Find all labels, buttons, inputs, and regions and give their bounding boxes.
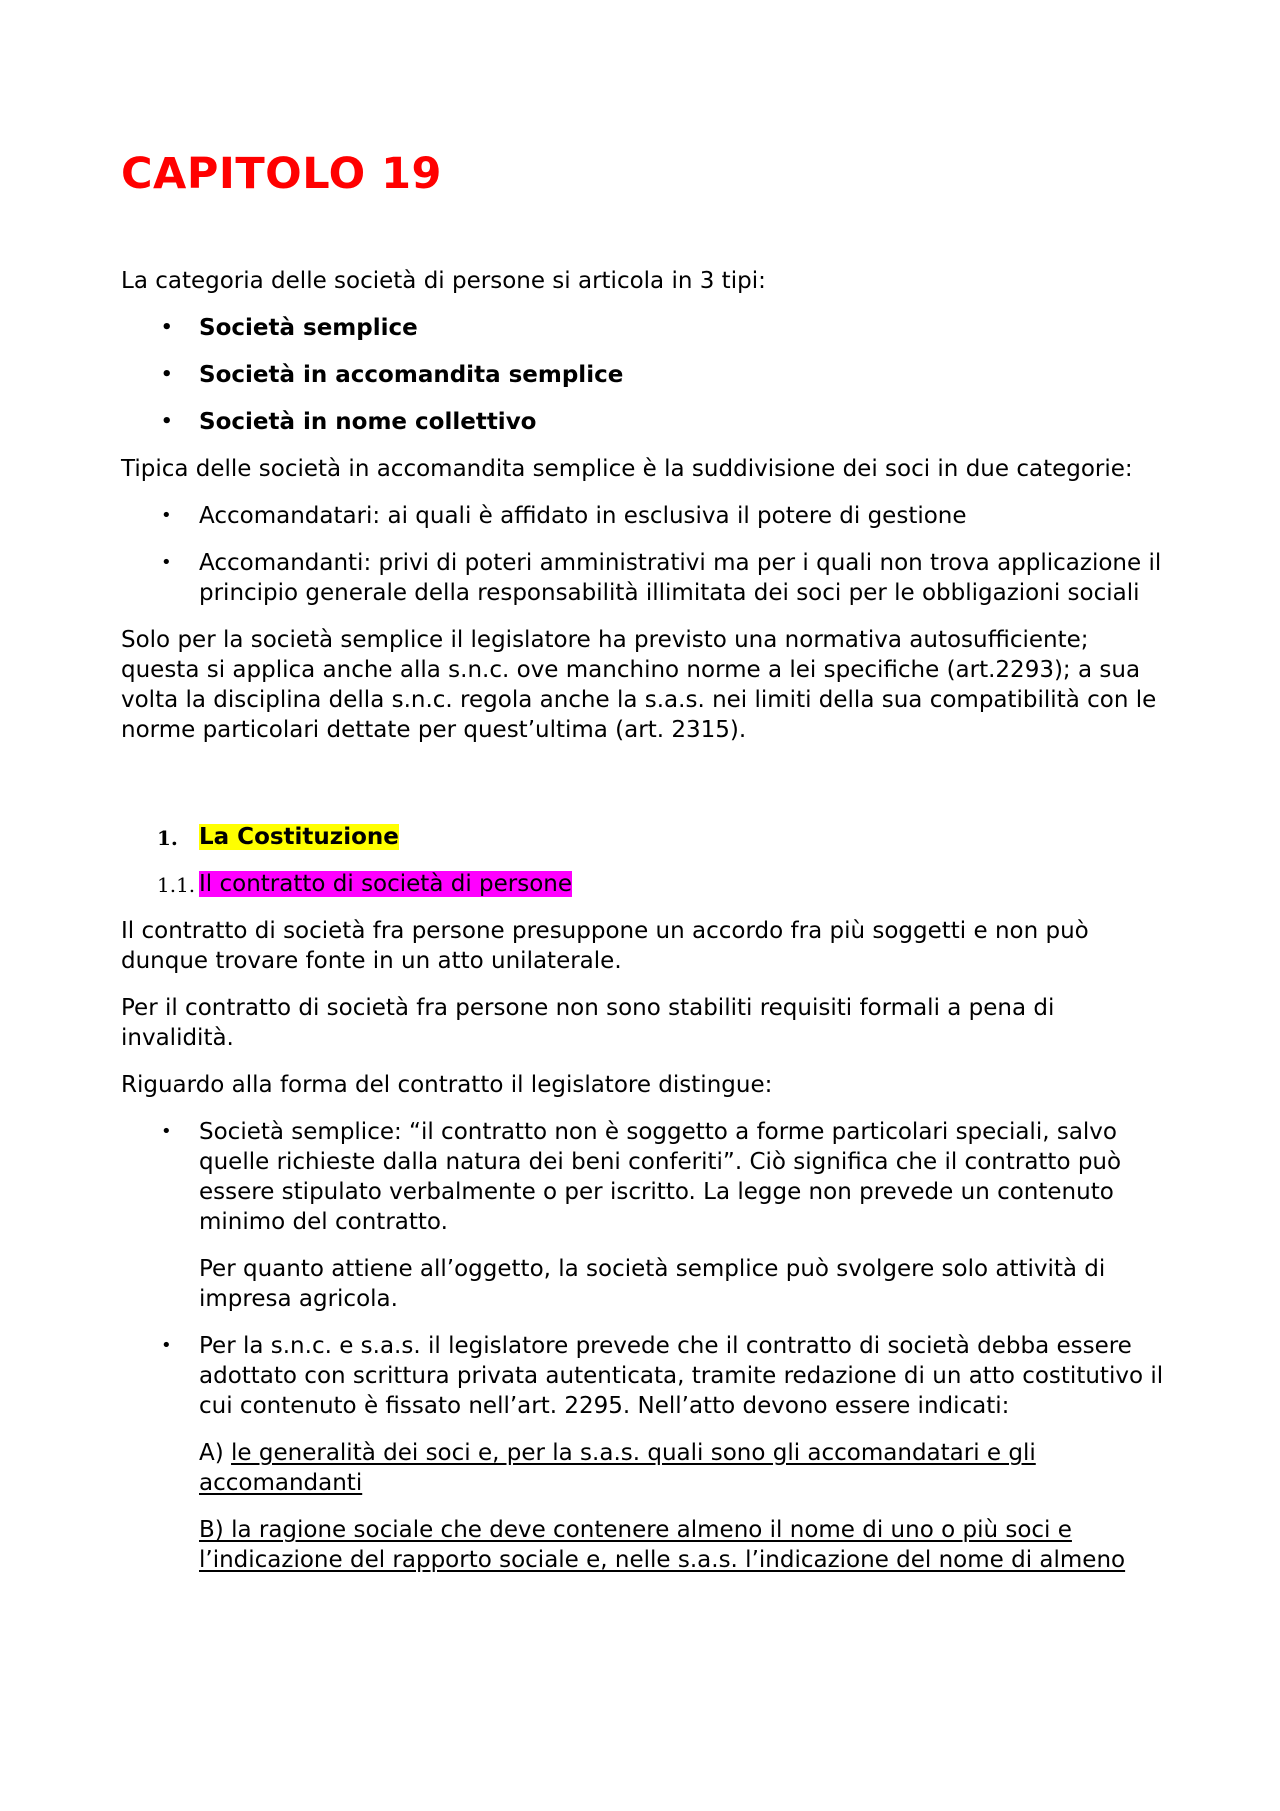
type-label: Società in nome collettivo (199, 409, 537, 435)
forme-list (121, 1117, 1166, 1237)
bullet-icon: • (161, 411, 173, 432)
document-body (121, 266, 1166, 1592)
section-number: 1. (157, 826, 178, 850)
list-item (121, 1117, 1166, 1237)
section-title: La Costituzione (199, 824, 399, 850)
forma-text: Società semplice: “il contratto non è soggetto a forme particolari speciali, salvo quelle richieste dalla natura dei beni conferiti”. Ciò significa che il contratto può essere stipulato verbalmente o per iscritto. La legge non prevede un contenuto minimo del contratto. (199, 1119, 1122, 1235)
type-label: Società in accomandita semplice (199, 362, 624, 388)
forma-text: Per la s.n.c. e s.a.s. il legislatore prevede che il contratto di società debba essere adottato con scrittura privata autenticata, tramite redazione di un atto costitutivo il cui contenuto è fissato nell’art. 2295. Nell’atto devono essere indicati: (199, 1333, 1164, 1419)
bullet-icon: • (161, 1121, 172, 1142)
socio-text: Accomandanti: privi di poteri amministrativi ma per i quali non trova applicazione il principio generale della responsabilità illimitata dei soci per le obbligazioni sociali (199, 550, 1162, 606)
section-gap (121, 762, 1166, 822)
bullet-icon: • (161, 364, 173, 385)
body-paragraph: Riguardo alla forma del contratto il legislatore distingue: (121, 1072, 773, 1098)
list-item (121, 501, 1166, 531)
subsection-number: 1.1. (157, 873, 196, 897)
sas-intro-paragraph: Tipica delle società in accomandita semplice è la suddivisione dei soci in due categorie: (121, 456, 1133, 482)
type-label: Società semplice (199, 315, 418, 341)
list-item (121, 360, 1166, 390)
chapter-title: CAPITOLO 19 (121, 149, 442, 199)
soci-list (121, 501, 1166, 608)
section-heading (121, 822, 1166, 852)
list-item (121, 548, 1166, 608)
types-list (121, 313, 1166, 437)
subsection-heading (121, 869, 1166, 899)
forme-list-2 (121, 1331, 1166, 1421)
bullet-icon: • (161, 1335, 172, 1356)
list-item (121, 1331, 1166, 1421)
elemento-a-label: A) (199, 1440, 232, 1466)
socio-text: Accomandatari: ai quali è affidato in esclusiva il potere di gestione (199, 503, 967, 529)
elemento-a (121, 1438, 1166, 1498)
forma-note: Per quanto attiene all’oggetto, la società semplice può svolgere solo attività di impresa agricola. (199, 1256, 1106, 1312)
body-paragraph: Il contratto di società fra persone presuppone un accordo fra più soggetti e non può dunque trovare fonte in un atto unilaterale. (121, 918, 1089, 974)
bullet-icon: • (161, 552, 172, 573)
elemento-b: B) la ragione sociale che deve contenere almeno il nome di uno o più soci e l’indicazione del rapporto sociale e, nelle s.a.s. l’indicazione del nome di almeno (199, 1517, 1126, 1573)
subsection-title: Il contratto di società di persone (199, 871, 573, 897)
bullet-icon: • (161, 317, 173, 338)
normativa-paragraph: Solo per la società semplice il legislatore ha previsto una normativa autosufficiente; questa si applica anche alla s.n.c. ove manchino norme a lei specifiche (art.2293); a sua volta la disciplina della s.n.c. regola anche la s.a.s. nei limiti della sua compatibilità con le norme particolari dettate per quest’ultima (art. 2315). (121, 627, 1157, 743)
elemento-a-text: le generalità dei soci e, per la s.a.s. quali sono gli accomandatari e gli accomandanti (199, 1440, 1036, 1496)
list-item (121, 407, 1166, 437)
intro-paragraph: La categoria delle società di persone si articola in 3 tipi: (121, 268, 766, 294)
section-heading-list (121, 822, 1166, 899)
body-paragraph: Per il contratto di società fra persone non sono stabiliti requisiti formali a pena di invalidità. (121, 995, 1055, 1051)
list-item (121, 313, 1166, 343)
bullet-icon: • (161, 505, 172, 526)
